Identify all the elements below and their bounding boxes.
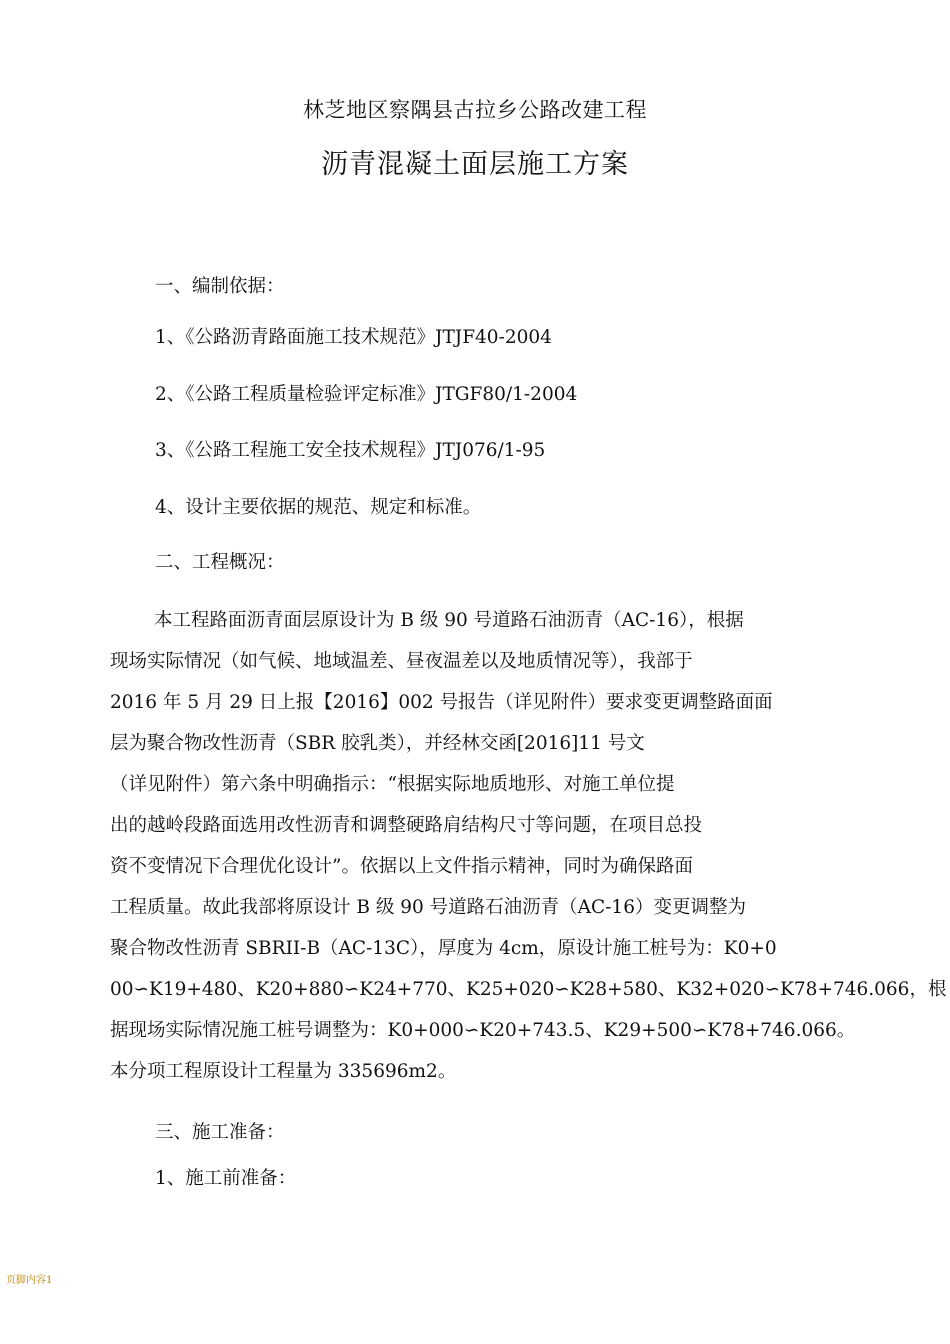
document-title-plan: 沥青混凝土面层施工方案	[321, 149, 629, 180]
overview-line: 工程质量。故此我部将原设计 B 级 90 号道路石油沥青（AC-16）变更调整为	[110, 897, 746, 918]
overview-paragraph	[110, 600, 947, 1092]
basis-item-3: 3、《公路工程施工安全技术规程》JTJ076/1-95	[155, 440, 546, 461]
overview-line: 本分项工程原设计工程量为 335696m2。	[110, 1061, 457, 1082]
page-footer: 页脚内容1	[6, 1275, 53, 1286]
document-title-project: 林芝地区察隅县古拉乡公路改建工程	[303, 98, 647, 122]
overview-line: 聚合物改性沥青 SBRII-B（AC-13C），厚度为 4cm，原设计施工桩号为：K0+0	[110, 938, 777, 959]
overview-line: 层为聚合物改性沥青（SBR 胶乳类），并经林交函[2016]11 号文	[110, 733, 645, 754]
overview-line: 本工程路面沥青面层原设计为 B 级 90 号道路石油沥青（AC-16），根据	[154, 610, 744, 631]
basis-item-4: 4、设计主要依据的规范、规定和标准。	[155, 497, 482, 518]
section-heading-preparation: 三、施工准备：	[155, 1122, 285, 1143]
overview-line: （详见附件）第六条中明确指示：“根据实际地质地形、对施工单位提	[110, 774, 675, 795]
overview-line: 出的越岭段路面选用改性沥青和调整硬路肩结构尺寸等问题，在项目总投	[110, 815, 703, 836]
overview-line: 00∽K19+480、K20+880∽K24+770、K25+020∽K28+580、K32+020∽K78+746.066，根	[110, 979, 947, 1000]
overview-line: 资不变情况下合理优化设计”。依据以上文件指示精神，同时为确保路面	[110, 856, 693, 877]
basis-item-2: 2、《公路工程质量检验评定标准》JTGF80/1-2004	[155, 384, 578, 405]
basis-item-1: 1、《公路沥青路面施工技术规范》JTJF40-2004	[155, 327, 552, 348]
overview-line: 2016 年 5 月 29 日上报【2016】002 号报告（详见附件）要求变更调整路面面	[110, 692, 773, 713]
preparation-subheading: 1、施工前准备：	[155, 1168, 297, 1189]
section-heading-overview: 二、工程概况：	[155, 552, 285, 573]
section-heading-basis: 一、编制依据：	[155, 276, 285, 297]
overview-line: 现场实际情况（如气候、地域温差、昼夜温差以及地质情况等），我部于	[110, 651, 693, 672]
overview-line: 据现场实际情况施工桩号调整为：K0+000∽K20+743.5、K29+500∽K78+746.066。	[110, 1020, 856, 1041]
